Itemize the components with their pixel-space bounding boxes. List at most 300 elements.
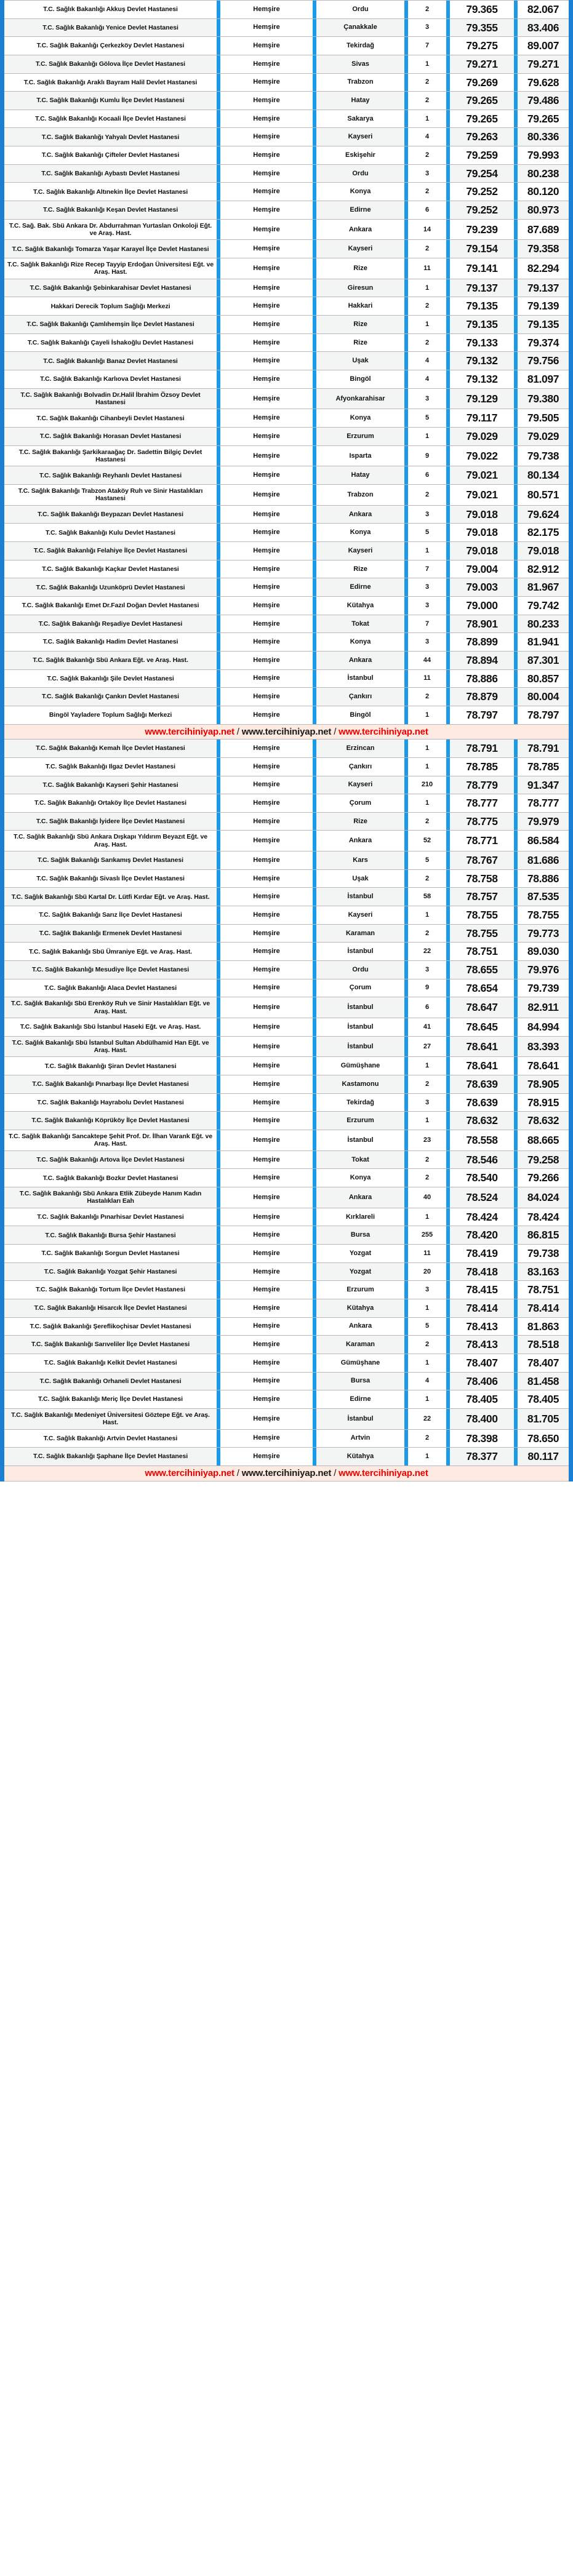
table-row (4, 706, 569, 724)
cell-quota: 2 (408, 1150, 446, 1169)
placement-table-body (4, 1, 569, 1481)
cell-institution: T.C. Sağlık Bakanlığı Çankırı Devlet Hastanesi (4, 688, 217, 706)
cell-max-score: 80.571 (518, 485, 569, 506)
cell-institution: T.C. Sağlık Bakanlığı Pınarhisar Devlet Hastanesi (4, 1208, 217, 1226)
cell-min-score: 79.265 (450, 92, 514, 110)
cell-title: Hemşire (220, 560, 313, 578)
cell-institution: T.C. Sağlık Bakanlığı Sbü Ankara Dışkapı Yıldırım Beyazıt Eğt. ve Araş. Hast. (4, 831, 217, 851)
cell-title: Hemşire (220, 1112, 313, 1130)
cell-min-score: 78.899 (450, 633, 514, 652)
cell-city: Konya (316, 183, 404, 201)
table-row (4, 1075, 569, 1094)
cell-institution: T.C. Sağlık Bakanlığı Bolvadin Dr.Halil İbrahim Özsoy Devlet Hastanesi (4, 388, 217, 409)
table-row (4, 370, 569, 389)
cell-quota: 1 (408, 316, 446, 334)
cell-quota: 11 (408, 669, 446, 688)
cell-quota: 2 (408, 1169, 446, 1187)
cell-title: Hemşire (220, 831, 313, 851)
table-row (4, 524, 569, 542)
cell-max-score: 78.777 (518, 794, 569, 813)
cell-title: Hemşire (220, 1036, 313, 1057)
cell-max-score: 81.097 (518, 370, 569, 389)
table-row (4, 18, 569, 37)
cell-city: İstanbul (316, 1130, 404, 1151)
table-row (4, 688, 569, 706)
cell-institution: T.C. Sağlık Bakanlığı Sbü Erenköy Ruh ve Sinir Hastalıkları Eğt. ve Araş. Hast. (4, 997, 217, 1018)
cell-quota: 3 (408, 597, 446, 615)
table-row (4, 1354, 569, 1372)
cell-min-score: 78.751 (450, 943, 514, 961)
cell-quota: 6 (408, 997, 446, 1018)
cell-title: Hemşire (220, 164, 313, 183)
cell-title: Hemşire (220, 1372, 313, 1390)
cell-title: Hemşire (220, 1075, 313, 1094)
cell-title: Hemşire (220, 55, 313, 73)
cell-max-score: 79.486 (518, 92, 569, 110)
cell-quota: 2 (408, 1429, 446, 1448)
table-row (4, 812, 569, 831)
cell-city: İstanbul (316, 669, 404, 688)
table-row (4, 37, 569, 55)
watermark-text (4, 727, 569, 738)
cell-max-score: 80.120 (518, 183, 569, 201)
table-row (4, 297, 569, 316)
cell-quota: 2 (408, 183, 446, 201)
cell-max-score: 82.294 (518, 258, 569, 279)
cell-institution: T.C. Sağlık Bakanlığı Kelkit Devlet Hastanesi (4, 1354, 217, 1372)
cell-min-score: 79.004 (450, 560, 514, 578)
cell-min-score: 78.654 (450, 979, 514, 997)
cell-city: Ankara (316, 219, 404, 240)
cell-institution: T.C. Sağlık Bakanlığı Sorgun Devlet Hastanesi (4, 1245, 217, 1263)
cell-city: Kars (316, 851, 404, 870)
cell-min-score: 79.269 (450, 73, 514, 92)
cell-institution: T.C. Sağlık Bakanlığı Horasan Devlet Hastanesi (4, 428, 217, 446)
cell-min-score: 79.018 (450, 524, 514, 542)
table-row (4, 73, 569, 92)
cell-quota: 1 (408, 740, 446, 758)
table-row (4, 92, 569, 110)
cell-title: Hemşire (220, 669, 313, 688)
cell-max-score: 79.029 (518, 428, 569, 446)
cell-city: Karaman (316, 924, 404, 943)
cell-quota: 5 (408, 409, 446, 428)
cell-title: Hemşire (220, 651, 313, 669)
table-row (4, 851, 569, 870)
cell-quota: 3 (408, 578, 446, 597)
cell-institution: Bingöl Yayladere Toplum Sağlığı Merkezi (4, 706, 217, 724)
cell-max-score: 79.624 (518, 505, 569, 524)
cell-max-score: 78.407 (518, 1354, 569, 1372)
cell-city: Ankara (316, 1187, 404, 1208)
cell-institution: T.C. Sağ. Bak. Sbü Ankara Dr. Abdurrahman Yurtaslan Onkoloji Eğt. ve Araş. Hast. (4, 219, 217, 240)
cell-min-score: 78.775 (450, 812, 514, 831)
cell-max-score: 78.414 (518, 1299, 569, 1317)
cell-city: Rize (316, 258, 404, 279)
cell-max-score: 78.915 (518, 1093, 569, 1112)
cell-quota: 1 (408, 1208, 446, 1226)
cell-city: Gümüşhane (316, 1057, 404, 1075)
table-row (4, 409, 569, 428)
cell-min-score: 78.632 (450, 1112, 514, 1130)
cell-max-score: 81.967 (518, 578, 569, 597)
cell-title: Hemşire (220, 279, 313, 297)
cell-min-score: 79.275 (450, 37, 514, 55)
cell-city: Kütahya (316, 1448, 404, 1466)
table-row (4, 542, 569, 560)
cell-city: Kırklareli (316, 1208, 404, 1226)
cell-institution: T.C. Sağlık Bakanlığı Gölova İlçe Devlet Hastanesi (4, 55, 217, 73)
cell-city: Giresun (316, 279, 404, 297)
cell-city: Uşak (316, 352, 404, 370)
cell-institution: T.C. Sağlık Bakanlığı Araklı Bayram Halil Devlet Hastanesi (4, 73, 217, 92)
cell-min-score: 78.797 (450, 706, 514, 724)
cell-max-score: 82.067 (518, 1, 569, 19)
cell-min-score: 79.003 (450, 578, 514, 597)
cell-title: Hemşire (220, 1187, 313, 1208)
cell-quota: 2 (408, 924, 446, 943)
table-row (4, 943, 569, 961)
cell-max-score: 86.584 (518, 831, 569, 851)
cell-quota: 2 (408, 1, 446, 19)
cell-city: Edirne (316, 578, 404, 597)
table-row (4, 352, 569, 370)
cell-min-score: 78.655 (450, 961, 514, 979)
cell-institution: T.C. Sağlık Bakanlığı Ermenek Devlet Hastanesi (4, 924, 217, 943)
cell-institution: T.C. Sağlık Bakanlığı Tomarza Yaşar Karayel İlçe Devlet Hastanesi (4, 240, 217, 258)
cell-title: Hemşire (220, 92, 313, 110)
cell-institution: T.C. Sağlık Bakanlığı Çerkezköy Devlet Hastanesi (4, 37, 217, 55)
cell-max-score: 84.994 (518, 1018, 569, 1037)
cell-institution: T.C. Sağlık Bakanlığı Artova İlçe Devlet Hastanesi (4, 1150, 217, 1169)
cell-city: İstanbul (316, 1408, 404, 1429)
cell-max-score: 78.518 (518, 1336, 569, 1354)
cell-institution: T.C. Sağlık Bakanlığı Emet Dr.Fazıl Doğan Devlet Hastanesi (4, 597, 217, 615)
cell-institution: T.C. Sağlık Bakanlığı Akkuş Devlet Hastanesi (4, 1, 217, 19)
cell-title: Hemşire (220, 812, 313, 831)
cell-min-score: 78.879 (450, 688, 514, 706)
cell-max-score: 79.756 (518, 352, 569, 370)
cell-city: Erzurum (316, 1281, 404, 1299)
cell-city: Rize (316, 560, 404, 578)
cell-institution: T.C. Sağlık Bakanlığı Bozkır Devlet Hastanesi (4, 1169, 217, 1187)
table-row (4, 388, 569, 409)
cell-max-score: 80.004 (518, 688, 569, 706)
table-row (4, 1281, 569, 1299)
cell-quota: 2 (408, 146, 446, 165)
table-row (4, 219, 569, 240)
cell-min-score: 79.365 (450, 1, 514, 19)
cell-quota: 6 (408, 201, 446, 220)
cell-max-score: 89.007 (518, 37, 569, 55)
cell-max-score: 79.018 (518, 542, 569, 560)
table-row (4, 1429, 569, 1448)
cell-city: Ankara (316, 1317, 404, 1336)
cell-min-score: 78.777 (450, 794, 514, 813)
cell-min-score: 79.133 (450, 333, 514, 352)
cell-institution: T.C. Sağlık Bakanlığı Çifteler Devlet Hastanesi (4, 146, 217, 165)
cell-quota: 11 (408, 258, 446, 279)
cell-max-score: 79.738 (518, 445, 569, 466)
cell-min-score: 79.132 (450, 370, 514, 389)
cell-max-score: 78.791 (518, 740, 569, 758)
table-row (4, 1226, 569, 1245)
cell-quota: 23 (408, 1130, 446, 1151)
cell-title: Hemşire (220, 943, 313, 961)
cell-quota: 11 (408, 1245, 446, 1263)
cell-quota: 1 (408, 1112, 446, 1130)
cell-city: İstanbul (316, 997, 404, 1018)
cell-institution: T.C. Sağlık Bakanlığı Tortum İlçe Devlet Hastanesi (4, 1281, 217, 1299)
cell-quota: 3 (408, 961, 446, 979)
cell-quota: 4 (408, 128, 446, 146)
cell-max-score: 79.739 (518, 979, 569, 997)
cell-max-score: 79.266 (518, 1169, 569, 1187)
cell-min-score: 78.398 (450, 1429, 514, 1448)
cell-min-score: 78.767 (450, 851, 514, 870)
cell-quota: 1 (408, 1390, 446, 1409)
cell-city: Ankara (316, 651, 404, 669)
cell-max-score: 87.301 (518, 651, 569, 669)
cell-min-score: 78.645 (450, 1018, 514, 1037)
watermark-row (4, 724, 569, 740)
cell-max-score: 79.976 (518, 961, 569, 979)
cell-quota: 41 (408, 1018, 446, 1037)
table-row (4, 201, 569, 220)
cell-title: Hemşire (220, 1169, 313, 1187)
cell-title: Hemşire (220, 240, 313, 258)
table-row (4, 445, 569, 466)
cell-max-score: 79.380 (518, 388, 569, 409)
cell-institution: T.C. Sağlık Bakanlığı Ortaköy İlçe Devlet Hastanesi (4, 794, 217, 813)
watermark-cell (4, 724, 569, 740)
cell-quota: 7 (408, 560, 446, 578)
cell-city: Sakarya (316, 110, 404, 128)
cell-title: Hemşire (220, 633, 313, 652)
cell-min-score: 78.414 (450, 1299, 514, 1317)
cell-min-score: 78.771 (450, 831, 514, 851)
cell-institution: T.C. Sağlık Bakanlığı Sivaslı İlçe Devlet Hastanesi (4, 869, 217, 888)
table-row (4, 1057, 569, 1075)
watermark-text (4, 1468, 569, 1479)
watermark-separator: / (234, 1467, 242, 1478)
cell-title: Hemşire (220, 1, 313, 19)
cell-city: Konya (316, 524, 404, 542)
cell-institution: T.C. Sağlık Bakanlığı İyidere İlçe Devlet Hastanesi (4, 812, 217, 831)
cell-city: Çankırı (316, 757, 404, 776)
cell-institution: T.C. Sağlık Bakanlığı Orhaneli Devlet Hastanesi (4, 1372, 217, 1390)
table-row (4, 740, 569, 758)
cell-min-score: 78.641 (450, 1036, 514, 1057)
cell-city: Kayseri (316, 128, 404, 146)
cell-quota: 27 (408, 1036, 446, 1057)
table-row (4, 128, 569, 146)
cell-title: Hemşire (220, 316, 313, 334)
cell-min-score: 79.271 (450, 55, 514, 73)
cell-max-score: 89.030 (518, 943, 569, 961)
cell-institution: T.C. Sağlık Bakanlığı Çayeli İshakoğlu Devlet Hastanesi (4, 333, 217, 352)
cell-max-score: 91.347 (518, 776, 569, 794)
cell-title: Hemşire (220, 388, 313, 409)
cell-min-score: 78.886 (450, 669, 514, 688)
cell-quota: 5 (408, 524, 446, 542)
cell-title: Hemşire (220, 466, 313, 485)
cell-institution: T.C. Sağlık Bakanlığı Bursa Şehir Hastanesi (4, 1226, 217, 1245)
cell-max-score: 78.751 (518, 1281, 569, 1299)
watermark-part-2: www.tercihiniyap.net (241, 726, 332, 737)
cell-title: Hemşire (220, 1208, 313, 1226)
cell-institution: T.C. Sağlık Bakanlığı Şiran Devlet Hastanesi (4, 1057, 217, 1075)
cell-min-score: 78.406 (450, 1372, 514, 1390)
cell-max-score: 79.628 (518, 73, 569, 92)
cell-min-score: 79.135 (450, 316, 514, 334)
cell-title: Hemşire (220, 961, 313, 979)
cell-city: Tekirdağ (316, 1093, 404, 1112)
cell-quota: 7 (408, 615, 446, 633)
cell-quota: 20 (408, 1262, 446, 1281)
cell-min-score: 78.540 (450, 1169, 514, 1187)
cell-city: Çankırı (316, 688, 404, 706)
table-row (4, 615, 569, 633)
cell-max-score: 80.336 (518, 128, 569, 146)
cell-title: Hemşire (220, 794, 313, 813)
cell-quota: 14 (408, 219, 446, 240)
table-row (4, 651, 569, 669)
table-row (4, 1112, 569, 1130)
table-row (4, 1150, 569, 1169)
cell-title: Hemşire (220, 352, 313, 370)
cell-quota: 22 (408, 1408, 446, 1429)
cell-max-score: 81.686 (518, 851, 569, 870)
cell-max-score: 81.705 (518, 1408, 569, 1429)
cell-city: Erzurum (316, 428, 404, 446)
watermark-separator: / (234, 726, 242, 737)
cell-max-score: 79.773 (518, 924, 569, 943)
cell-quota: 2 (408, 333, 446, 352)
table-row (4, 505, 569, 524)
cell-city: Eskişehir (316, 146, 404, 165)
table-row (4, 333, 569, 352)
table-row (4, 597, 569, 615)
cell-institution: T.C. Sağlık Bakanlığı Sarız İlçe Devlet Hastanesi (4, 906, 217, 925)
cell-title: Hemşire (220, 409, 313, 428)
cell-institution: T.C. Sağlık Bakanlığı Sbü İstanbul Sultan Abdülhamid Han Eğt. ve Araş. Hast. (4, 1036, 217, 1057)
cell-max-score: 78.886 (518, 869, 569, 888)
cell-title: Hemşire (220, 706, 313, 724)
cell-institution: T.C. Sağlık Bakanlığı Alaca Devlet Hastanesi (4, 979, 217, 997)
cell-title: Hemşire (220, 1317, 313, 1336)
cell-title: Hemşire (220, 1429, 313, 1448)
cell-min-score: 78.413 (450, 1317, 514, 1336)
cell-city: Karaman (316, 1336, 404, 1354)
cell-city: Yozgat (316, 1262, 404, 1281)
cell-city: Kayseri (316, 542, 404, 560)
cell-title: Hemşire (220, 1262, 313, 1281)
table-row (4, 1390, 569, 1409)
cell-title: Hemşire (220, 1057, 313, 1075)
cell-quota: 3 (408, 1281, 446, 1299)
cell-title: Hemşire (220, 333, 313, 352)
cell-city: Edirne (316, 201, 404, 220)
cell-title: Hemşire (220, 1448, 313, 1466)
cell-city: Erzincan (316, 740, 404, 758)
cell-min-score: 79.000 (450, 597, 514, 615)
cell-max-score: 79.993 (518, 146, 569, 165)
cell-institution: T.C. Sağlık Bakanlığı Sbü Kartal Dr. Lütfi Kırdar Eğt. ve Araş. Hast. (4, 888, 217, 906)
cell-min-score: 78.641 (450, 1057, 514, 1075)
cell-institution: T.C. Sağlık Bakanlığı Köprüköy İlçe Devlet Hastanesi (4, 1112, 217, 1130)
cell-institution: T.C. Sağlık Bakanlığı Sbü Ankara Eğt. ve Araş. Hast. (4, 651, 217, 669)
cell-min-score: 78.415 (450, 1281, 514, 1299)
cell-city: Bingöl (316, 370, 404, 389)
cell-institution: T.C. Sağlık Bakanlığı Şaphane İlçe Devlet Hastanesi (4, 1448, 217, 1466)
cell-title: Hemşire (220, 505, 313, 524)
cell-min-score: 78.419 (450, 1245, 514, 1263)
cell-max-score: 80.238 (518, 164, 569, 183)
watermark-separator: / (331, 726, 339, 737)
table-row (4, 1187, 569, 1208)
cell-max-score: 87.535 (518, 888, 569, 906)
cell-city: Konya (316, 633, 404, 652)
cell-quota: 2 (408, 688, 446, 706)
table-row (4, 888, 569, 906)
cell-city: Ankara (316, 505, 404, 524)
cell-quota: 3 (408, 18, 446, 37)
table-row (4, 1208, 569, 1226)
cell-quota: 5 (408, 1317, 446, 1336)
cell-quota: 1 (408, 906, 446, 925)
cell-city: Afyonkarahisar (316, 388, 404, 409)
cell-quota: 1 (408, 55, 446, 73)
cell-quota: 1 (408, 1057, 446, 1075)
cell-title: Hemşire (220, 524, 313, 542)
table-row (4, 1245, 569, 1263)
table-row (4, 183, 569, 201)
cell-city: İstanbul (316, 943, 404, 961)
cell-max-score: 78.641 (518, 1057, 569, 1075)
cell-city: Uşak (316, 869, 404, 888)
cell-city: Kayseri (316, 776, 404, 794)
cell-max-score: 81.863 (518, 1317, 569, 1336)
cell-institution: T.C. Sağlık Bakanlığı Banaz Devlet Hastanesi (4, 352, 217, 370)
cell-max-score: 84.024 (518, 1187, 569, 1208)
cell-quota: 1 (408, 757, 446, 776)
cell-quota: 3 (408, 164, 446, 183)
cell-city: Sivas (316, 55, 404, 73)
table-row (4, 869, 569, 888)
cell-max-score: 79.979 (518, 812, 569, 831)
cell-quota: 1 (408, 706, 446, 724)
cell-max-score: 81.458 (518, 1372, 569, 1390)
cell-institution: T.C. Sağlık Bakanlığı Şereflikoçhisar Devlet Hastanesi (4, 1317, 217, 1336)
cell-quota: 2 (408, 812, 446, 831)
cell-quota: 2 (408, 297, 446, 316)
table-row (4, 1317, 569, 1336)
cell-min-score: 78.420 (450, 1226, 514, 1245)
cell-city: Trabzon (316, 73, 404, 92)
table-row (4, 1130, 569, 1151)
watermark-part-1: www.tercihiniyap.net (145, 1467, 234, 1478)
cell-max-score: 79.135 (518, 316, 569, 334)
cell-title: Hemşire (220, 688, 313, 706)
cell-quota: 3 (408, 1093, 446, 1112)
cell-quota: 3 (408, 505, 446, 524)
cell-min-score: 79.018 (450, 542, 514, 560)
cell-min-score: 78.377 (450, 1448, 514, 1466)
cell-city: Kayseri (316, 240, 404, 258)
cell-city: Çorum (316, 979, 404, 997)
cell-min-score: 78.755 (450, 924, 514, 943)
